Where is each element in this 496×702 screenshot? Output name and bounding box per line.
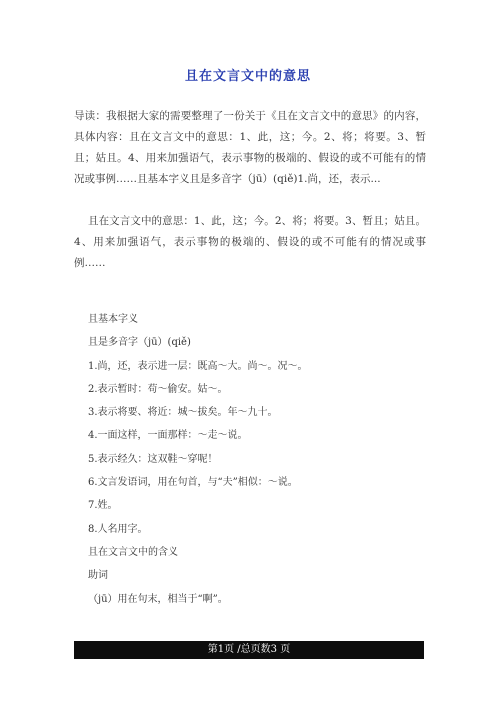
- content-line: 助词: [88, 570, 108, 582]
- content-line: （jū）用在句末，相当于“啊”。: [88, 593, 228, 605]
- content-line: 且是多音字（jū）(qiě): [88, 337, 191, 349]
- content-line: 且在文言文中的含义: [88, 546, 178, 558]
- summary-paragraph: 且在文言文中的意思：1、此，这；今。2、将；将要。3、暂且；姑且。4、用来加强语气，表示事物的极端的、假设的或不可能有的情况或事例……: [74, 215, 426, 269]
- content-line: 3.表示将要、将近：城～拔矣。年～九十。: [88, 407, 278, 419]
- content-line: 1.尚，还，表示进一层：既高～大。尚～。况～。: [88, 360, 308, 372]
- content-lines: [88, 308, 428, 611]
- content-line: 6.文言发语词，用在句首，与“夫”相似：～说。: [88, 477, 298, 489]
- content-line: 8.人名用字。: [88, 523, 148, 535]
- content-line: 2.表示暂时：苟～偷安。姑～。: [88, 383, 228, 395]
- content-line: 4.一面这样，一面那样：～走～说。: [88, 430, 248, 442]
- page-footer: 第1页 /总页数3 页: [74, 641, 424, 659]
- intro-paragraph: 导读：我根据大家的需要整理了一份关于《且在文言文中的意思》的内容，具体内容：且在文言文中的意思：1、此，这；今。2、将；将要。3、暂且；姑且。4、用来加强语气，表示事物的极端的、假设的或不可能有的情况或事例……且基本字义且是多音字（jū）(qiě)1.尚，还，表示...: [74, 110, 426, 185]
- content-line: 7.姓。: [88, 500, 118, 512]
- content-line: 且基本字义: [88, 314, 138, 325]
- content-line: 5.表示经久：这双鞋～穿呢！: [88, 453, 218, 465]
- page-title: 且在文言文中的意思: [184, 69, 311, 84]
